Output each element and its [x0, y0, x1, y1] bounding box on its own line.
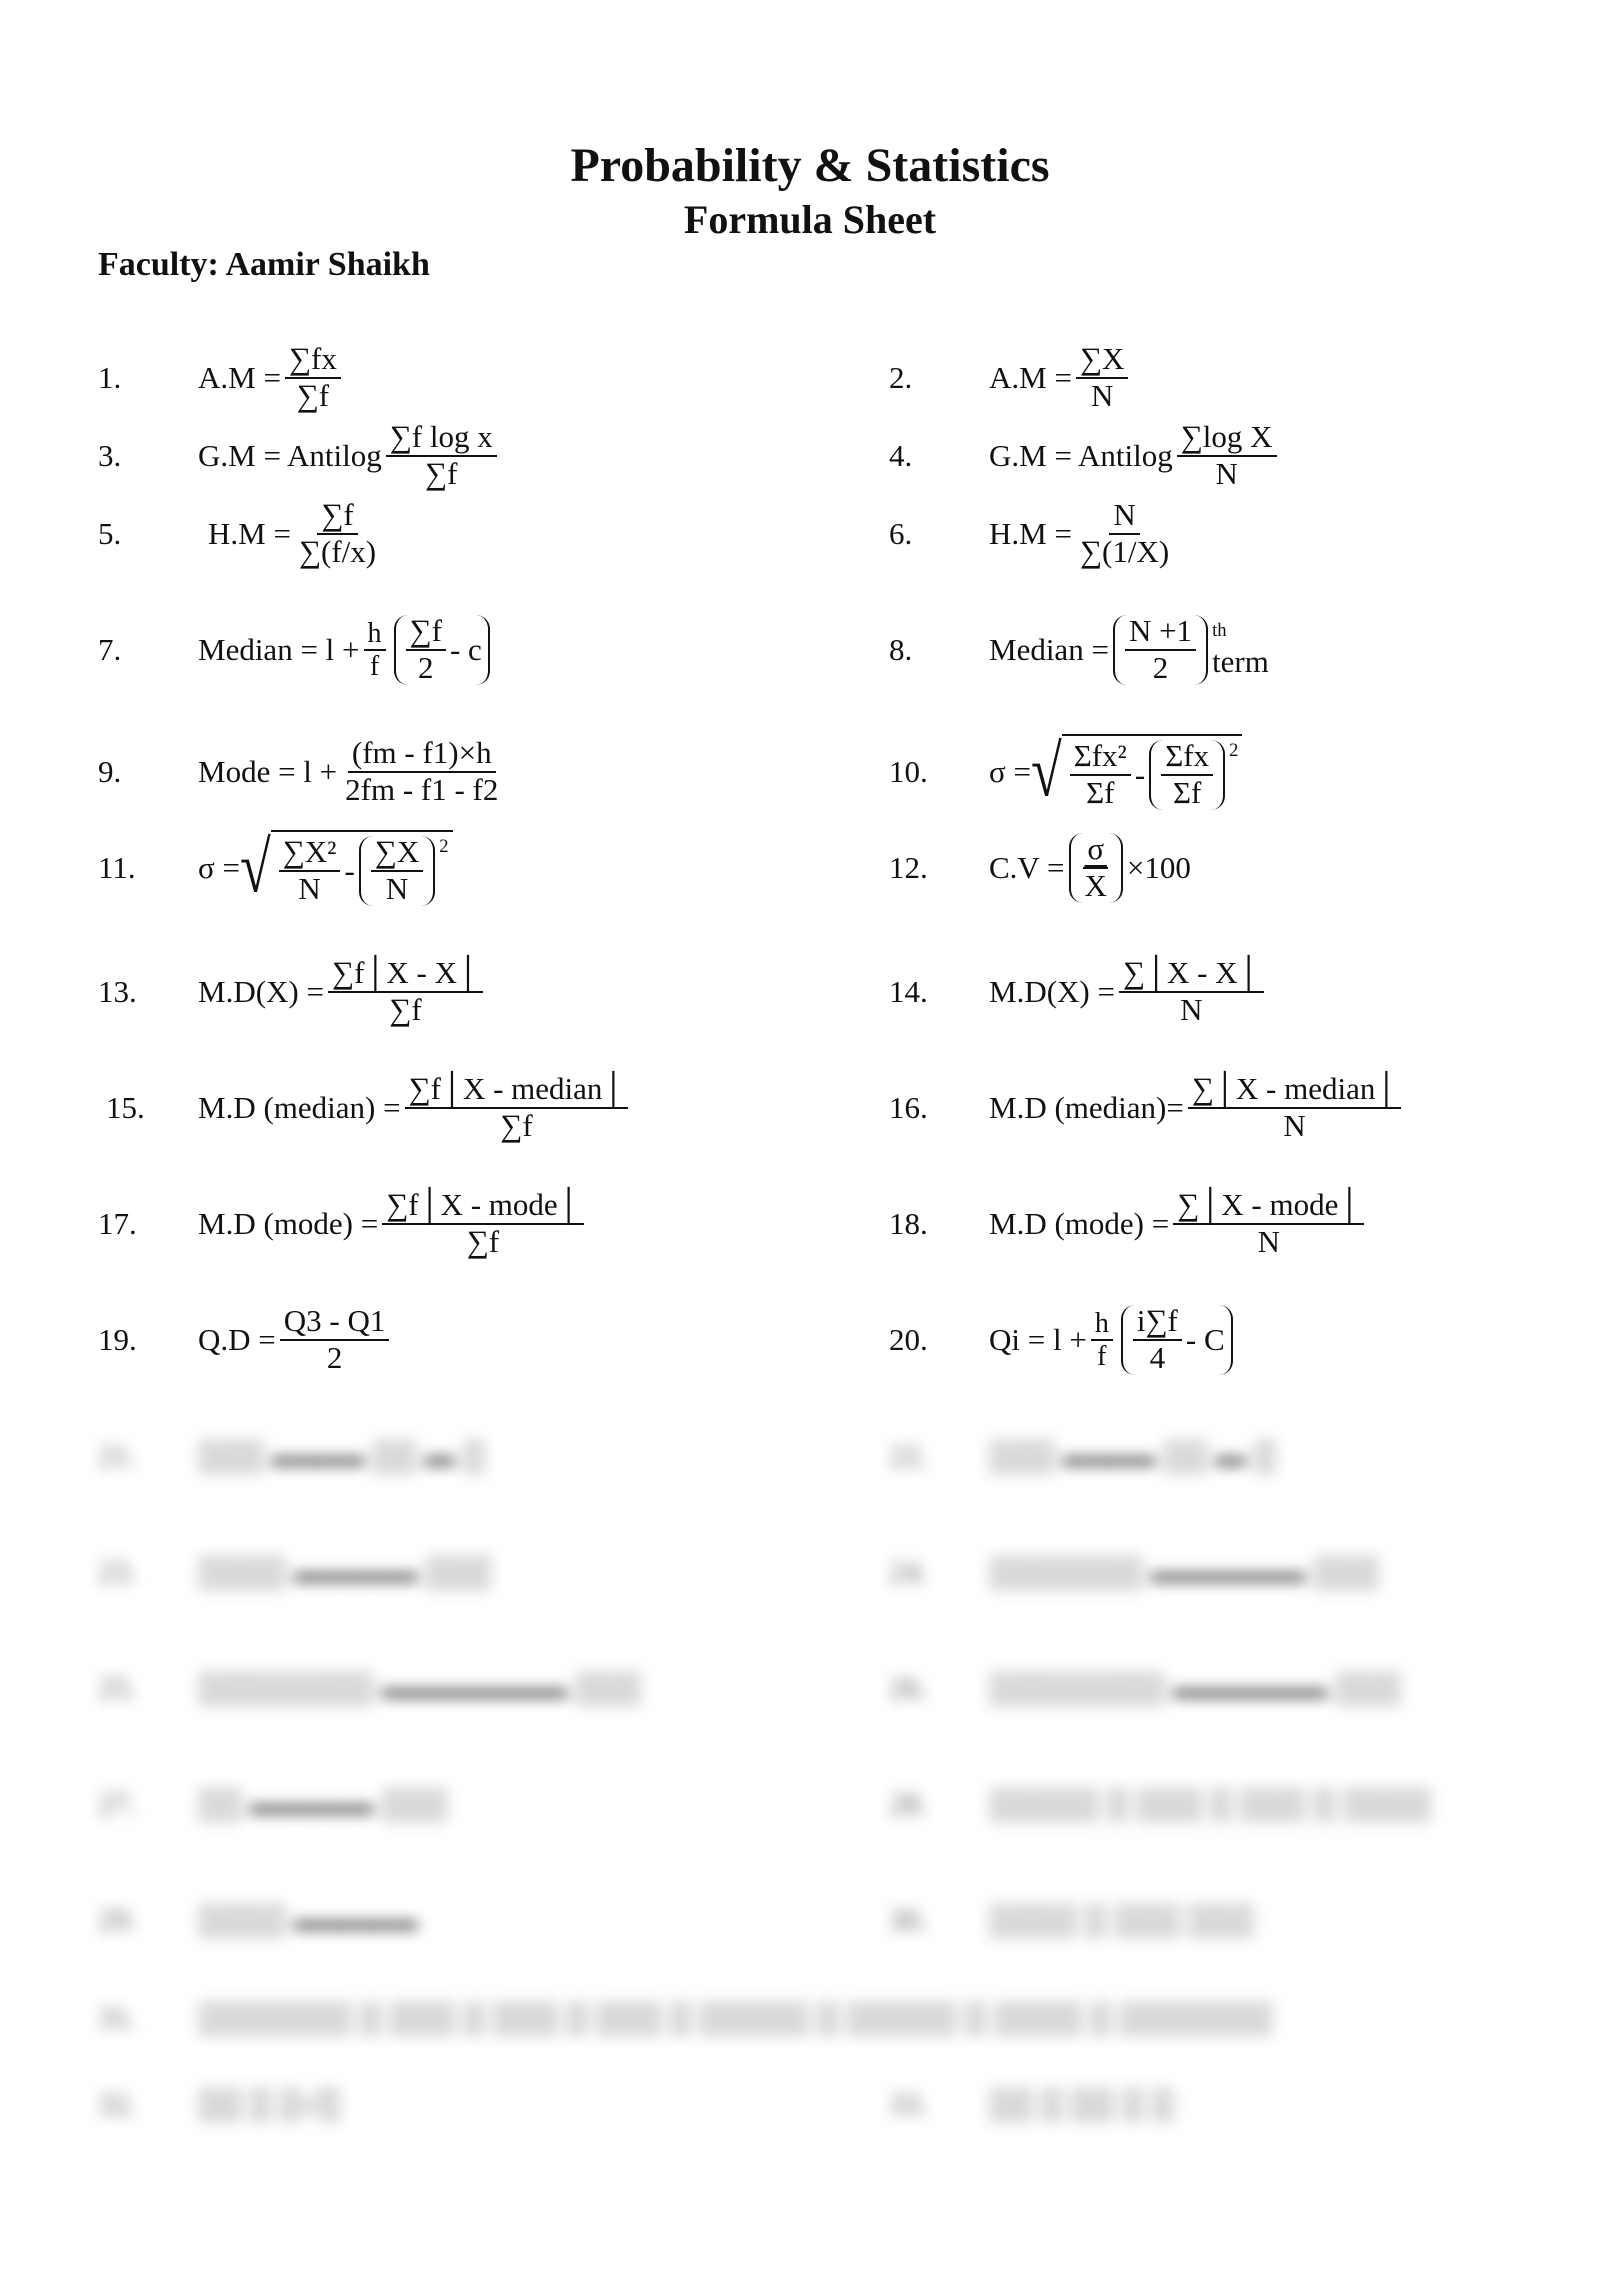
blurred-formula: ▒▒▒▒ ▒ ▒▒▒ ▒▒▒	[989, 1902, 1254, 1937]
formula-8: 8. Median = $\frac{N +1}{2}$ th term	[889, 613, 1269, 685]
formula-17: 17. M.D (mode) = $\frac{\text{∑f│X - mode│}}{\sum f}$	[98, 1164, 588, 1284]
blurred-formula: ▒▒▒ ▬▬▬ ▒▒ ▬ ▒	[198, 1438, 485, 1473]
formula-3: 3. G.M = Antilog $\frac{\text{∑f log x}}{\sum f}$	[98, 396, 501, 516]
blurred-row: 21. ▒▒▒ ▬▬▬ ▒▒ ▬ ▒ 22. ▒▒▒ ▬▬▬ ▒▒ ▬ ▒	[98, 1438, 1276, 1473]
formula-12: 12. C.V = $\frac{\sigma}{X}$ ×100	[889, 831, 1191, 903]
blurred-formula: ▒▒ ▒ ▒▒ ▒ ▒	[989, 2086, 1174, 2121]
blurred-formula: ▒▒▒▒▒ ▒ ▒▒▒ ▒ ▒▒▒ ▒ ▒▒▒▒	[989, 1786, 1431, 1821]
formula-1: 1. A.M = $\frac{\sum fx}{\sum f}$	[98, 318, 345, 438]
blurred-row: 27. ▒▒ ▬▬▬▬ ▒▒▒ 28. ▒▒▒▒▒ ▒ ▒▒▒ ▒ ▒▒▒ ▒ ▒▒▒▒	[98, 1786, 1431, 1821]
blurred-row: 23. ▒▒▒▒ ▬▬▬▬ ▒▒▒ 24. ▒▒▒▒▒▒▒ ▬▬▬▬▬ ▒▒▒	[98, 1554, 1380, 1589]
formula-15: 15. M.D (median) = $\frac{\text{∑f│X - median│}}{\sum f}$	[98, 1048, 632, 1168]
formula-row	[0, 1048, 1620, 1168]
blurred-formula: ▒▒ ▬▬▬▬ ▒▒▒	[198, 1786, 448, 1821]
faculty-name: Faculty: Aamir Shaikh	[98, 246, 430, 283]
formula-4: 4. G.M = Antilog $\frac{\text{∑log X}}{N}$	[889, 396, 1281, 516]
blurred-row: 25. ▒▒▒▒▒▒▒▒ ▬▬▬▬▬▬ ▒▒▒ 26. ▒▒▒▒▒▒▒▒ ▬▬▬▬▬ ▒▒▒	[98, 1670, 1402, 1705]
blurred-formula: ▒▒▒▒▒▒▒▒ ▬▬▬▬▬▬ ▒▒▒	[198, 1670, 642, 1705]
formula-20: 20. Qi = l + $\frac{h}{f}$ $\frac{i\sum f}{4}$ - C	[889, 1280, 1237, 1400]
blurred-row: 29. ▒▒▒▒ ▬▬▬▬ 30. ▒▒▒▒ ▒ ▒▒▒ ▒▒▒	[98, 1902, 1254, 1937]
formula-16: 16. M.D (median)= $\frac{\text{∑│X - median│}}{N}$	[889, 1048, 1405, 1168]
formula-row	[0, 808, 1620, 928]
formula-row	[0, 932, 1620, 1052]
sqrt-icon: √	[239, 827, 271, 909]
blurred-formula: ▒▒ ▒ ▒√▒	[198, 2086, 341, 2121]
blurred-row: 32. ▒▒ ▒ ▒√▒ 33. ▒▒ ▒ ▒▒ ▒ ▒	[98, 2086, 1174, 2121]
formula-2: 2. A.M = $\frac{\sum X}{N}$	[889, 318, 1132, 438]
formula-18: 18. M.D (mode) = $\frac{\text{∑│X - mode│}}{N}$	[889, 1164, 1368, 1284]
page-subtitle: Formula Sheet	[683, 197, 937, 242]
blurred-formula: ▒▒▒▒ ▬▬▬▬	[198, 1902, 418, 1937]
formula-row	[0, 1280, 1620, 1400]
formula-9: 9. Mode = l + $\frac{(fm - f1)\times h}{2fm - f1 - f2}$	[98, 735, 499, 807]
formula-5: 5. H.M = $\frac{\sum f}{\sum(f/x)}$	[98, 497, 377, 569]
blurred-formula: ▒▒▒▒▒▒▒▒ ▬▬▬▬▬ ▒▒▒	[989, 1670, 1402, 1705]
blurred-formula: ▒▒▒▒▒▒▒ ▬▬▬▬▬ ▒▒▒	[989, 1554, 1380, 1589]
formula-14: 14. M.D(X) = $\frac{\sum│X - X│}{N}$	[889, 932, 1268, 1052]
formula-7: 7. Median = l + $\frac{h}{f}$ $\frac{\sum f}{2}$ - c	[98, 590, 494, 710]
formula-row	[0, 1164, 1620, 1284]
formula-13: 13. M.D(X) = $\frac{\sum f│X - X│}{\sum f}$	[98, 932, 487, 1052]
formula-11: 11. σ = √ $\frac{\text{∑X²}}{N}$ - $\frac{\sum X}{N}$ $^2$	[98, 808, 453, 928]
formula-19: 19. Q.D = $\frac{Q3 - Q1}{2}$	[98, 1280, 393, 1400]
page-title: Probability & Statistics	[570, 139, 1050, 192]
formula-10: 10. σ = √ $\frac{\text{Σfx²}}{\Sigma f}$ - $\frac{\text{Σfx}}{\Sigma f}$ $^2$	[889, 712, 1242, 832]
formula-row	[0, 474, 1620, 594]
formula-row	[0, 590, 1620, 710]
blurred-formula: ▒▒▒▒ ▬▬▬▬ ▒▒▒	[198, 1554, 492, 1589]
formula-6: 6. H.M = $\frac{N}{\sum(1/X)}$	[889, 497, 1170, 569]
blurred-row: 31. ▒▒▒▒▒▒▒ ▒ ▒▒▒ ▒ ▒▒▒ ▒ ▒▒▒ ▒ ▒▒▒▒▒ ▒ ▒▒▒▒▒ ▒ ▒▒▒▒ ▒ ▒▒▒▒▒▒▒	[98, 2000, 1273, 2035]
blurred-formula: ▒▒▒▒▒▒▒ ▒ ▒▒▒ ▒ ▒▒▒ ▒ ▒▒▒ ▒ ▒▒▒▒▒ ▒ ▒▒▒▒▒ ▒ ▒▒▒▒ ▒ ▒▒▒▒▒▒▒	[198, 2000, 1273, 2035]
sqrt-icon: √	[1030, 731, 1062, 813]
blurred-formula: ▒▒▒ ▬▬▬ ▒▒ ▬ ▒	[989, 1438, 1276, 1473]
